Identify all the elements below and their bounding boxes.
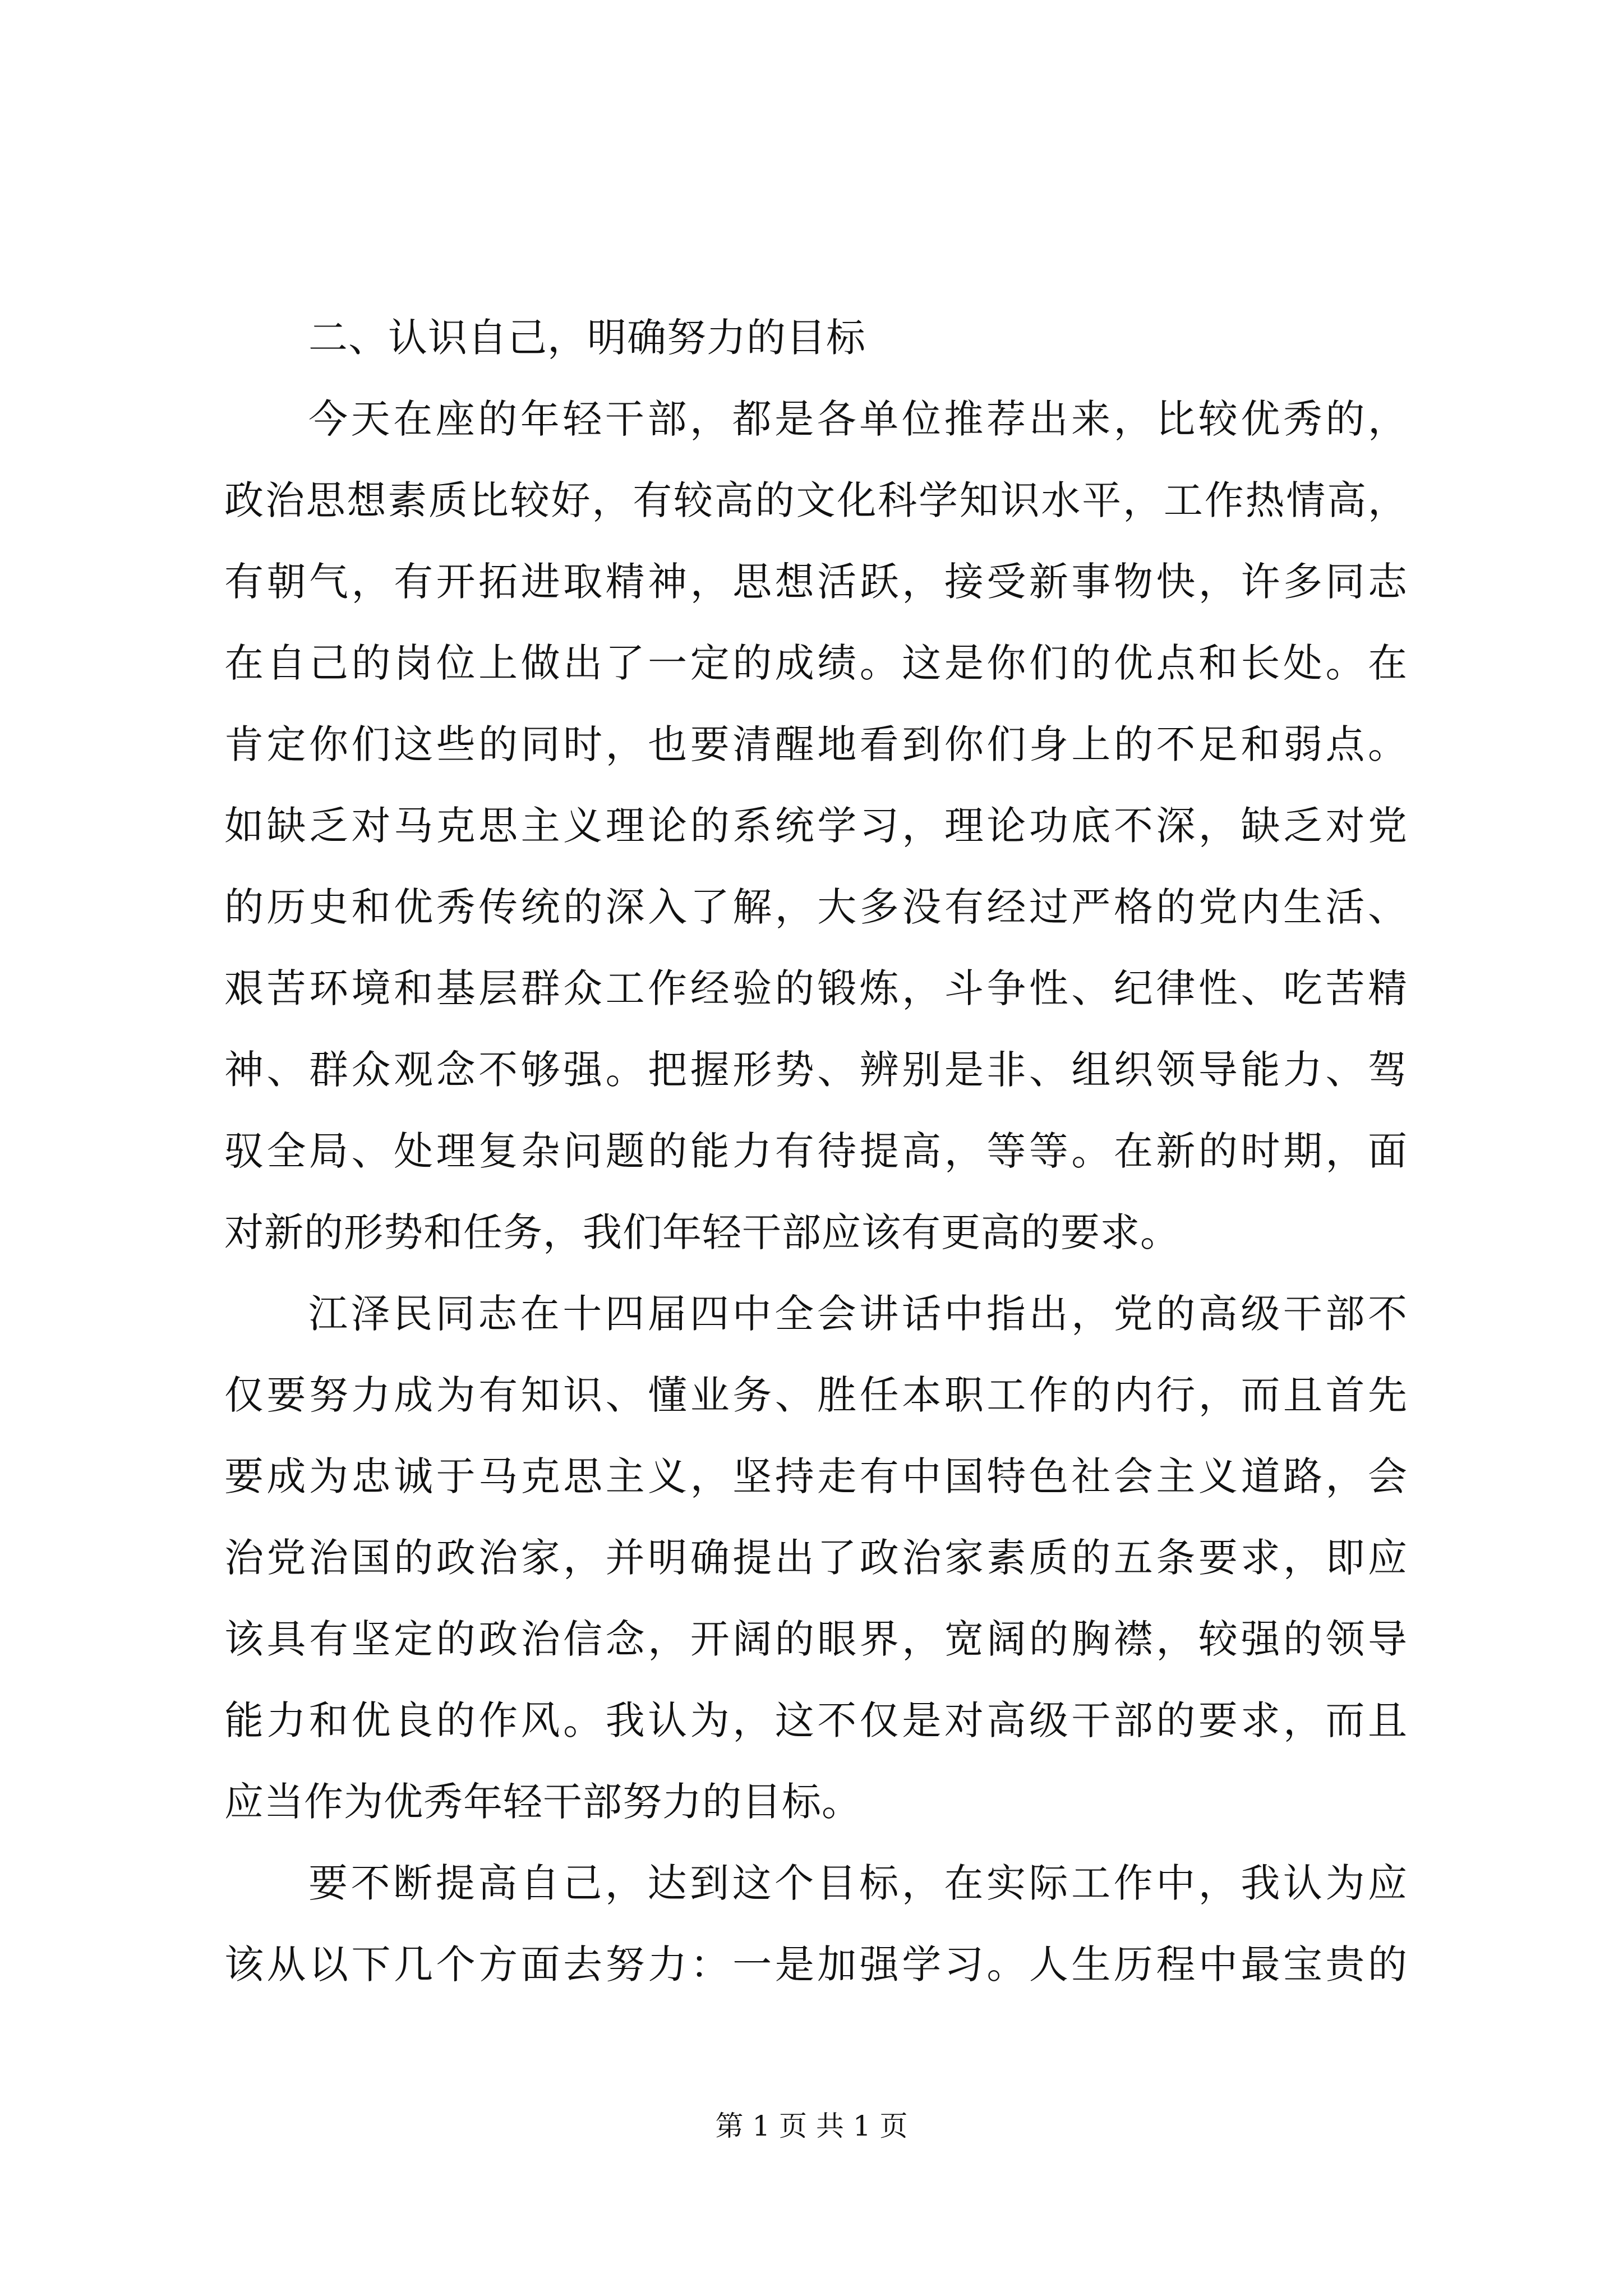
paragraph-1-line-7: 的历史和优秀传统的深入了解，大多没有经过严格的党内生活、 (224, 884, 1408, 930)
paragraph-2-line-3: 要成为忠诚于马克思主义，坚持走有中国特色社会主义道路，会 (224, 1453, 1408, 1499)
paragraph-1-line-9: 神、群众观念不够强。把握形势、辨别是非、组织领导能力、驾 (224, 1047, 1408, 1093)
paragraph-1-line-2: 政治思想素质比较好，有较高的文化科学知识水平，工作热情高， (224, 477, 1408, 523)
paragraph-1-line-11: 对新的形势和任务，我们年轻干部应该有更高的要求。 (224, 1209, 1180, 1255)
paragraph-3-line-1: 要不断提高自己，达到这个目标，在实际工作中，我认为应 (308, 1860, 1408, 1906)
paragraph-1-line-4: 在自己的岗位上做出了一定的成绩。这是你们的优点和长处。在 (224, 640, 1408, 686)
paragraph-1-line-10: 驭全局、处理复杂问题的能力有待提高，等等。在新的时期，面 (224, 1128, 1408, 1174)
paragraph-1-line-8: 艰苦环境和基层群众工作经验的锻炼，斗争性、纪律性、吃苦精 (224, 965, 1408, 1011)
paragraph-2-line-2: 仅要努力成为有知识、懂业务、胜任本职工作的内行，而且首先 (224, 1372, 1408, 1418)
paragraph-1-line-6: 如缺乏对马克思主义理论的系统学习，理论功底不深，缺乏对党 (224, 803, 1408, 849)
paragraph-2-line-7: 应当作为优秀年轻干部努力的目标。 (224, 1779, 861, 1825)
document-body (224, 297, 1408, 2005)
paragraph-1-line-1: 今天在座的年轻干部，都是各单位推荐出来，比较优秀的， (308, 396, 1408, 442)
section-heading: 二、认识自己，明确努力的目标 (308, 315, 866, 361)
page-footer: 第 1 页 共 1 页 (715, 2110, 908, 2142)
paragraph-2-line-5: 该具有坚定的政治信念，开阔的眼界，宽阔的胸襟，较强的领导 (224, 1616, 1408, 1662)
paragraph-1-line-3: 有朝气，有开拓进取精神，思想活跃，接受新事物快，许多同志 (224, 559, 1408, 605)
paragraph-2-line-1: 江泽民同志在十四届四中全会讲话中指出，党的高级干部不 (308, 1291, 1408, 1337)
paragraph-3-line-2: 该从以下几个方面去努力：一是加强学习。人生历程中最宝贵的 (224, 1941, 1408, 1987)
paragraph-2-line-4: 治党治国的政治家，并明确提出了政治家素质的五条要求，即应 (224, 1535, 1408, 1581)
paragraph-2-line-6: 能力和优良的作风。我认为，这不仅是对高级干部的要求，而且 (224, 1697, 1408, 1743)
paragraph-1-line-5: 肯定你们这些的同时，也要清醒地看到你们身上的不足和弱点。 (224, 721, 1408, 767)
